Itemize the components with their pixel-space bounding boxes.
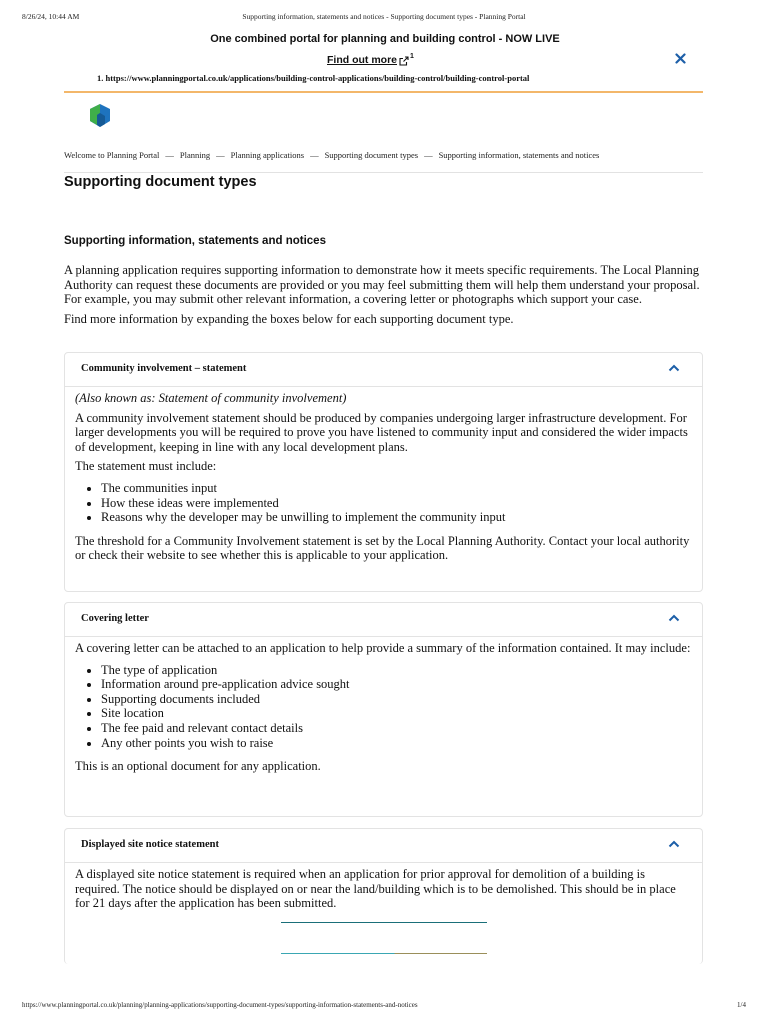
list-item: • How these ideas were implemented bbox=[101, 496, 692, 511]
breadcrumb-supporting-document-types[interactable]: Supporting document types bbox=[324, 150, 419, 160]
chevron-up-icon[interactable] bbox=[668, 840, 680, 848]
find-out-more-link[interactable]: Find out more bbox=[327, 54, 397, 66]
print-page-number: 1/4 bbox=[737, 1001, 746, 1009]
footnote-marker: 1 bbox=[410, 53, 414, 60]
breadcrumb-current: Supporting information, statements and notices bbox=[438, 150, 600, 160]
accordion-header[interactable] bbox=[65, 353, 702, 387]
breadcrumb-separator: — bbox=[424, 150, 433, 160]
planning-portal-logo-icon[interactable] bbox=[88, 103, 112, 128]
list-item: • The fee paid and relevant contact details bbox=[101, 721, 692, 736]
breadcrumb-divider bbox=[64, 172, 703, 173]
accordion-title: Community involvement – statement bbox=[81, 363, 247, 374]
accordion-header[interactable] bbox=[65, 603, 702, 637]
close-icon[interactable] bbox=[675, 53, 686, 64]
breadcrumb-separator: — bbox=[165, 150, 174, 160]
accordion-title: Displayed site notice statement bbox=[81, 839, 219, 850]
external-link-icon bbox=[399, 56, 409, 66]
accordion-covering-letter bbox=[64, 602, 703, 817]
bullet-list bbox=[75, 481, 692, 525]
embedded-image-top-edge bbox=[281, 922, 487, 923]
breadcrumb-planning-applications[interactable]: Planning applications bbox=[230, 150, 305, 160]
print-doc-title: Supporting information, statements and notices - Supporting document types - Planning Portal bbox=[242, 12, 526, 21]
breadcrumb-separator: — bbox=[216, 150, 225, 160]
list-item: • The communities input bbox=[101, 481, 692, 496]
chevron-up-icon[interactable] bbox=[668, 364, 680, 372]
breadcrumb-planning[interactable]: Planning bbox=[179, 150, 211, 160]
accordion-body bbox=[65, 387, 702, 563]
accordion-title: Covering letter bbox=[81, 613, 149, 624]
embedded-image-edge bbox=[281, 953, 487, 954]
intro-paragraph: Find more information by expanding the boxes below for each supporting document type. bbox=[64, 311, 514, 326]
breadcrumb bbox=[64, 150, 704, 160]
list-item: • Any other points you wish to raise bbox=[101, 736, 692, 751]
breadcrumb-home[interactable]: Welcome to Planning Portal bbox=[64, 150, 160, 160]
print-footer-url: https://www.planningportal.co.uk/planning/planning-applications/supporting-document-types/supporting-information-statements-and-notices bbox=[22, 1001, 418, 1009]
body-paragraph: The statement must include: bbox=[75, 459, 217, 474]
page-title: Supporting document types bbox=[64, 174, 257, 190]
accordion-body bbox=[65, 863, 702, 911]
list-item: • The type of application bbox=[101, 663, 692, 678]
body-paragraph: The threshold for a Community Involvement statement is set by the Local Planning Authority. Contact your local authority or check their website to see whether this is applicable to your application. bbox=[75, 533, 690, 563]
body-paragraph: A covering letter can be attached to an application to help provide a summary of the information contained. It may include: bbox=[75, 641, 691, 655]
list-item: • Supporting documents included bbox=[101, 692, 692, 707]
accordion-header[interactable] bbox=[65, 829, 702, 863]
body-paragraph: A community involvement statement should be produced by companies undergoing larger infrastructure development. For larger developments you will be required to prove you have listened to community input and considered the wider impacts of development, keeping in line with any local development plans. bbox=[75, 410, 688, 454]
aka-text: (Also known as: Statement of community involvement) bbox=[75, 391, 347, 405]
print-footer bbox=[22, 1001, 746, 1013]
list-item: • Reasons why the developer may be unwilling to implement the community input bbox=[101, 510, 692, 525]
section-title: Supporting information, statements and notices bbox=[64, 235, 326, 247]
chevron-up-icon[interactable] bbox=[668, 614, 680, 622]
intro-paragraph: A planning application requires supporting information to demonstrate how it meets specific requirements. The Local Planning Authority can request these documents are provided or you may feel submitting them will help them understand your proposal. For example, you may submit other relevant information, a covering letter or photographs which support your case. bbox=[64, 263, 700, 307]
banner-divider bbox=[64, 91, 703, 93]
banner-title: One combined portal for planning and building control - NOW LIVE bbox=[210, 33, 560, 45]
body-paragraph: This is an optional document for any application. bbox=[75, 759, 321, 774]
breadcrumb-separator: — bbox=[310, 150, 319, 160]
intro-text bbox=[64, 263, 704, 326]
banner-footnote-url: 1. https://www.planningportal.co.uk/applications/building-control-applications/building-control/building-control-portal bbox=[97, 73, 530, 83]
print-datetime: 8/26/24, 10:44 AM bbox=[22, 12, 80, 21]
list-item: • Site location bbox=[101, 706, 692, 721]
accordion-body bbox=[65, 637, 702, 774]
bullet-list bbox=[75, 663, 692, 751]
accordion-community-involvement bbox=[64, 352, 703, 592]
body-paragraph: A displayed site notice statement is required when an application for prior approval for demolition of a building is required. The notice should be displayed on or near the land/building which is to be demolished. This should be in place for 21 days after the application has been submitted. bbox=[75, 867, 676, 911]
list-item: • Information around pre-application advice sought bbox=[101, 677, 692, 692]
print-header bbox=[22, 12, 746, 24]
accordion-displayed-site-notice bbox=[64, 828, 703, 964]
